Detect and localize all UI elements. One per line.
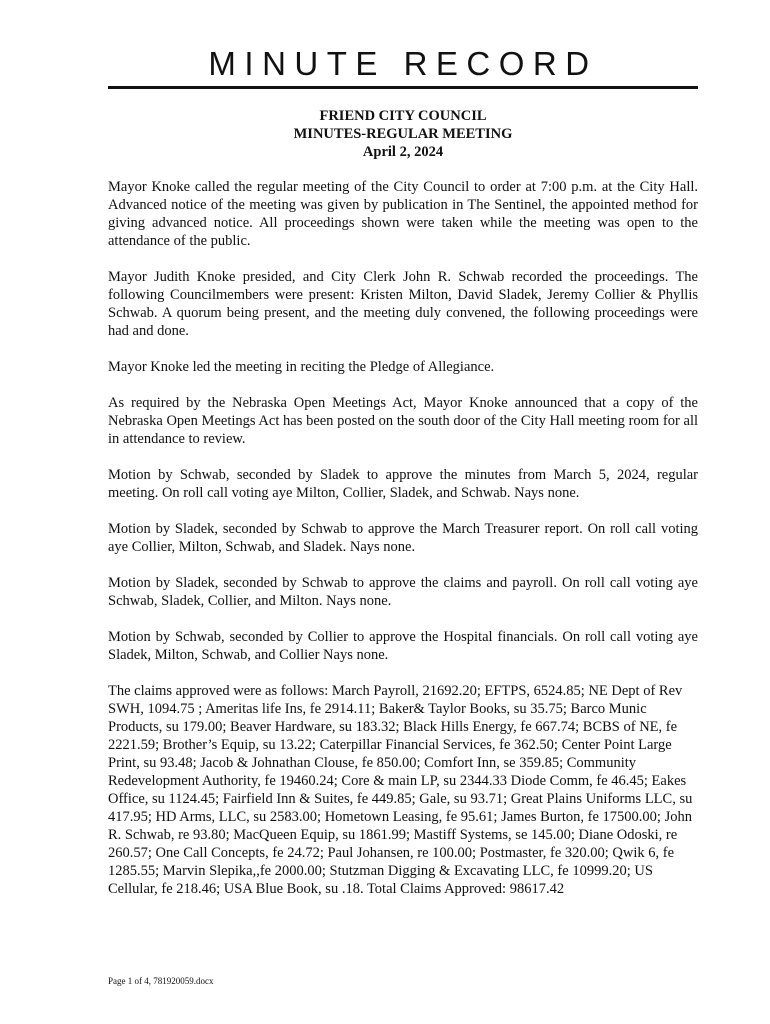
meeting-type: MINUTES-REGULAR MEETING bbox=[293, 126, 513, 142]
paragraph-motion-treasurer: Motion by Sladek, seconded by Schwab to approve the March Treasurer report. On roll call voting aye Collier, Milton, Schwab, and Sladek. Nays none. bbox=[108, 521, 698, 555]
meeting-heading bbox=[108, 107, 698, 161]
paragraph-motion-minutes: Motion by Schwab, seconded by Sladek to approve the minutes from March 5, 2024, regular meeting. On roll call voting aye Milton, Collier, Sladek, and Schwab. Nays none. bbox=[108, 467, 698, 501]
paragraph-call-to-order: Mayor Knoke called the regular meeting of the City Council to order at 7:00 p.m. at the City Hall. Advanced notice of the meeting was given by publication in The Sentinel, the appointed method for giving advanced notice. All proceedings shown were taken while the meeting was open to the attendance of the public. bbox=[108, 179, 698, 249]
page-footer: Page 1 of 4, 781920059.docx bbox=[108, 976, 214, 986]
paragraph-attendance: Mayor Judith Knoke presided, and City Clerk John R. Schwab recorded the proceedings. The following Councilmembers were present: Kristen Milton, David Sladek, Jeremy Collier & Phyllis Schwab. A quorum being present, and the meeting duly convened, the following proceedings were had and done. bbox=[108, 269, 698, 339]
paragraph-pledge: Mayor Knoke led the meeting in reciting the Pledge of Allegiance. bbox=[108, 359, 495, 375]
paragraph-motion-hospital: Motion by Schwab, seconded by Collier to approve the Hospital financials. On roll call voting aye Sladek, Milton, Schwab, and Collier Nays none. bbox=[108, 629, 698, 663]
header-divider bbox=[108, 86, 698, 89]
council-name: FRIEND CITY COUNCIL bbox=[319, 108, 487, 124]
paragraph-open-meetings-act: As required by the Nebraska Open Meetings Act, Mayor Knoke announced that a copy of the Nebraska Open Meetings Act has been posted on the south door of the City Hall meeting room for all in attendance to review. bbox=[108, 395, 698, 447]
paragraph-claims-list: The claims approved were as follows: March Payroll, 21692.20; EFTPS, 6524.85; NE Dept of Rev SWH, 1094.75 ; Ameritas life Ins, fe 2914.11; Baker& Taylor Books, su 35.75; Barco Munic Products, su 179.00; Beaver Hardware, su 183.32; Black Hills Energy, fe 667.74; BCBS of NE, fe 2221.59; Brother’s Equip, su 13.22; Caterpillar Financial Services, fe 362.50; Center Point Large Print, su 93.48; Jacob & Johnathan Clouse, fe 850.00; Comfort Inn, se 359.85; Community Redevelopment Authority, fe 19460.24; Core & main LP, su 2344.33 Diode Comm, fe 46.45; Eakes Office, su 1124.45; Fairfield Inn & Suites, fe 449.85; Gale, su 93.71; Great Plains Uniforms LLC, su 417.95; HD Arms, LLC, su 2583.00; Hometown Leasing, fe 95.61; James Burton, fe 17500.00; John R. Schwab, re 93.80; MacQueen Equip, su 1861.99; Mastiff Systems, se 145.00; Diane Odoski, re 260.57; One Call Concepts, fe 24.72; Paul Johansen, re 100.00; Postmaster, fe 320.00; Qwik 6, fe 1285.55; Marvin Slepika,,fe 2000.00; Stutzman Digging & Excavating LLC, fe 10999.20; US Cellular, fe 218.46; USA Blue Book, su .18. Total Claims Approved: 98617.42 bbox=[108, 683, 693, 897]
meeting-date: April 2, 2024 bbox=[362, 144, 444, 160]
paragraph-motion-claims: Motion by Sladek, seconded by Schwab to approve the claims and payroll. On roll call voting aye Schwab, Sladek, Collier, and Milton. Nays none. bbox=[108, 575, 698, 609]
minutes-body bbox=[108, 178, 698, 916]
page-header-title: MINUTE RECORD bbox=[208, 45, 598, 82]
